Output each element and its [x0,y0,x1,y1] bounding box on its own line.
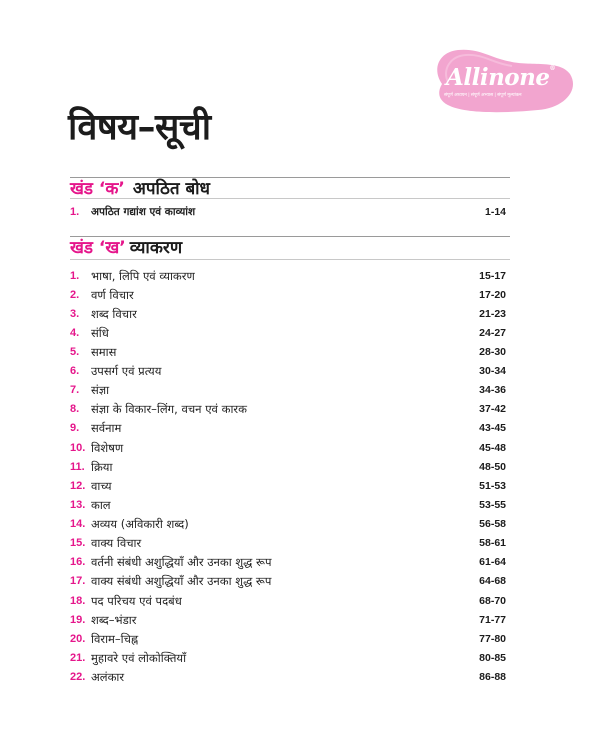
item-pages: 56-58 [479,518,506,530]
item-pages: 28-30 [479,346,506,358]
item-title: वाक्य विचार [91,536,142,550]
item-title: वाक्य संबंधी अशुद्धियाँ और उनका शुद्ध रूप [91,574,272,588]
toc-item[interactable] [70,306,506,322]
section-label: खंड ‘क’ [70,179,125,199]
section-divider-top [70,177,510,178]
toc-item[interactable] [70,344,506,360]
item-pages: 15-17 [479,270,506,282]
item-title: वर्ण विचार [91,288,134,302]
item-title: विशेषण [91,441,124,455]
section-heading-khand-kha [70,240,182,257]
toc-item[interactable] [70,325,506,341]
toc-item[interactable] [70,363,506,379]
section-heading-khand-ka [70,181,210,198]
item-title: विराम–चिह्न [91,632,139,646]
item-number: 7. [70,384,80,396]
logo-wordmark: Allinone® [446,64,555,91]
item-title: क्रिया [91,460,113,474]
item-number: 18. [70,595,86,607]
item-title: वाच्य [91,479,112,493]
page-title: विषय–सूची [68,107,211,148]
toc-item[interactable] [70,287,506,303]
toc-item[interactable] [70,593,506,609]
item-pages: 77-80 [479,633,506,645]
section-divider-bottom [70,259,510,260]
item-number: 6. [70,365,80,377]
toc-item[interactable] [70,573,506,589]
item-number: 12. [70,480,86,492]
toc-item[interactable] [70,478,506,494]
item-title: संज्ञा के विकार–लिंग, वचन एवं कारक [91,402,247,416]
item-number: 4. [70,327,80,339]
item-number: 15. [70,537,86,549]
item-pages: 37-42 [479,403,506,415]
item-pages: 48-50 [479,461,506,473]
toc-item[interactable] [70,631,506,647]
item-pages: 34-36 [479,384,506,396]
item-title: संज्ञा [91,383,110,397]
item-pages: 71-77 [479,614,506,626]
item-title: अपठित गद्यांश एवं काव्यांश [91,206,196,218]
item-pages: 30-34 [479,365,506,377]
toc-item[interactable] [70,516,506,532]
item-pages: 80-85 [479,652,506,664]
item-number: 9. [70,422,80,434]
item-title: अलंकार [91,670,125,684]
item-number: 21. [70,652,86,664]
toc-item[interactable] [70,669,506,685]
item-number: 5. [70,346,80,358]
item-title: अव्यय (अविकारी शब्द) [91,517,189,531]
item-title: शब्द विचार [91,307,137,321]
item-number: 1. [70,270,80,282]
toc-item[interactable] [70,204,506,220]
item-title: संधि [91,326,109,340]
item-number: 1. [70,206,80,218]
brand-logo [428,46,578,118]
item-number: 8. [70,403,80,415]
item-title: समास [91,345,117,359]
item-title: काल [91,498,111,512]
section-divider-top [70,236,510,237]
section-name: अपठित बोध [132,179,211,199]
toc-item[interactable] [70,650,506,666]
item-number: 17. [70,575,86,587]
item-pages: 24-27 [479,327,506,339]
item-number: 20. [70,633,86,645]
item-number: 13. [70,499,86,511]
item-pages: 45-48 [479,442,506,454]
item-number: 10. [70,442,86,454]
toc-item[interactable] [70,382,506,398]
item-number: 11. [70,461,85,473]
item-number: 22. [70,671,86,683]
item-pages: 17-20 [479,289,506,301]
item-title: भाषा, लिपि एवं व्याकरण [91,269,195,283]
item-pages: 64-68 [479,575,506,587]
toc-item[interactable] [70,554,506,570]
item-pages: 51-53 [479,480,506,492]
item-title: शब्द–भंडार [91,613,137,627]
toc-item[interactable] [70,459,506,475]
item-pages: 58-61 [479,537,506,549]
toc-item[interactable] [70,440,506,456]
item-pages: 43-45 [479,422,506,434]
item-number: 3. [70,308,80,320]
toc-item[interactable] [70,420,506,436]
item-pages: 53-55 [479,499,506,511]
item-title: सर्वनाम [91,421,122,435]
item-pages: 86-88 [479,671,506,683]
section-label: खंड ‘ख’ [70,238,126,258]
item-number: 16. [70,556,86,568]
section-name: व्याकरण [129,238,183,258]
item-number: 14. [70,518,86,530]
toc-item[interactable] [70,612,506,628]
item-title: मुहावरे एवं लोकोक्तियाँ [91,651,187,665]
logo-tagline: संपूर्ण अध्ययन | संपूर्ण अभ्यास | संपूर्ण मूल्यांकन [444,93,522,98]
toc-item[interactable] [70,268,506,284]
item-number: 2. [70,289,80,301]
item-pages: 68-70 [479,595,506,607]
item-pages: 1-14 [484,206,506,218]
item-title: वर्तनी संबंधी अशुद्धियाँ और उनका शुद्ध रूप [91,555,272,569]
item-pages: 21-23 [479,308,506,320]
section-divider-bottom [70,198,510,199]
item-title: पद परिचय एवं पदबंध [91,594,182,608]
item-number: 19. [70,614,86,626]
item-title: उपसर्ग एवं प्रत्यय [91,364,162,378]
toc-item[interactable] [70,535,506,551]
toc-item[interactable] [70,401,506,417]
item-pages: 61-64 [479,556,506,568]
toc-item[interactable] [70,497,506,513]
